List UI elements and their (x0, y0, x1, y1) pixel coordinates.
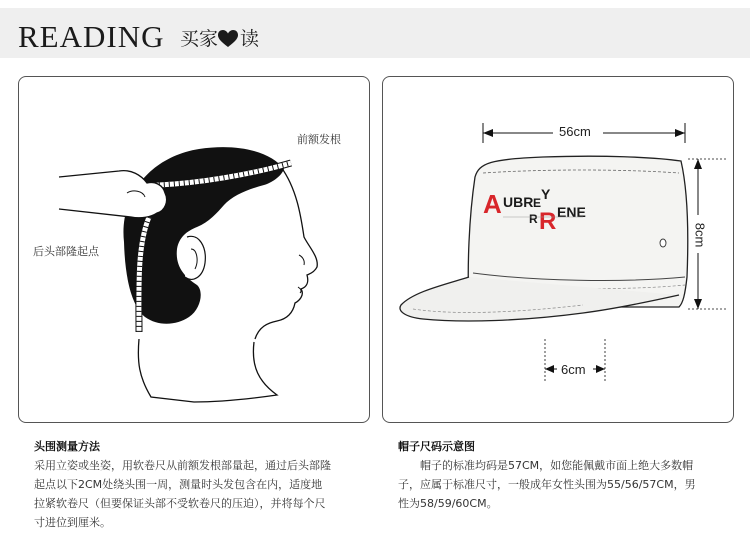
svg-text:A: A (483, 189, 502, 219)
head-measure-text (34, 456, 331, 532)
header-bar (0, 8, 750, 58)
label-occipital: 后头部隆起点 (33, 245, 99, 258)
cap-size-line: 性为58/59/60CM。 (398, 497, 498, 510)
cap-size-text (398, 456, 728, 513)
svg-text:ENE: ENE (557, 204, 586, 220)
head-measure-panel (18, 76, 370, 423)
svg-text:Y: Y (541, 186, 551, 202)
head-measure-line: 寸进位到厘米。 (34, 516, 111, 529)
svg-text:UBR: UBR (503, 194, 534, 210)
tagline-right: 读 (240, 28, 260, 50)
label-forehead: 前额发根 (297, 133, 341, 146)
cap-size-line: 子，应属于标准尺寸，一般成年女性头围为55/56/57CM，男 (398, 478, 696, 491)
head-measure-title: 头围测量方法 (34, 440, 100, 453)
cap-illustration (383, 77, 733, 422)
svg-text:R: R (529, 212, 538, 226)
svg-text:E: E (533, 196, 542, 210)
cap-size-panel (382, 76, 734, 423)
cap-width-label: 56cm (559, 124, 591, 139)
cap-height-label: 8cm (692, 222, 708, 248)
cap-brim-label: 6cm (561, 362, 586, 377)
svg-text:R: R (539, 208, 557, 235)
brand-title: READING (18, 19, 165, 54)
head-measure-line: 起点以下2CM处绕头围一周，测量时头发包含在内，适度地 (34, 478, 323, 491)
head-measure-line: 拉紧软卷尺（但要保证头部不受软卷尺的压迫），并将每个尺 (34, 497, 326, 510)
head-measure-line: 采用立姿或坐姿，用软卷尺从前额发根部量起，通过后头部隆 (34, 459, 331, 472)
cap-size-line: 帽子的标准均码是57CM，如您能佩戴市面上绝大多数帽 (420, 459, 694, 472)
tagline-left: 买家 (180, 28, 219, 50)
heart-icon (218, 30, 238, 48)
cap-size-title: 帽子尺码示意图 (398, 440, 475, 453)
